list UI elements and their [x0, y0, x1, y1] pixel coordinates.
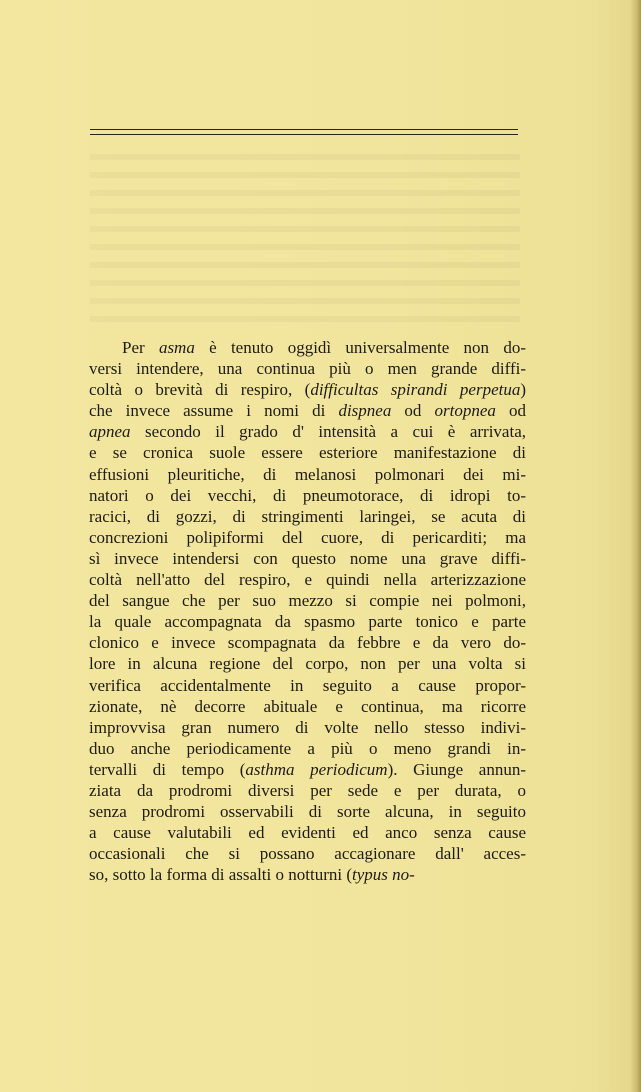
text-segment: racici, di gozzi, di stringimenti laringei, se acuta di: [89, 506, 526, 526]
italic-term: apnea: [89, 422, 131, 442]
text-segment: coltà o brevità di respiro, (: [89, 380, 311, 400]
text-segment: improvvisa gran numero di volte nello stesso indivi-: [89, 717, 526, 737]
text-segment: clonico e invece scompagnata da febbre e da vero do-: [89, 633, 526, 653]
text-line: [89, 548, 526, 569]
text-segment: ziata da prodromi diversi per sede e per durata, o: [89, 780, 526, 800]
text-segment: ): [520, 380, 527, 400]
text-line: [89, 801, 526, 822]
text-segment: ). Giunge annun-: [387, 759, 526, 779]
page-edge: [631, 0, 641, 1092]
text-segment: od: [495, 401, 527, 421]
text-segment: del sangue che per suo mezzo si compie nei polmoni,: [89, 591, 526, 611]
text-segment: occasionali che si possano accagionare dall' acces-: [89, 844, 526, 864]
text-segment: e se cronica suole essere esteriore manifestazione di: [89, 443, 526, 463]
text-segment: effusioni pleuritiche, di melanosi polmonari dei mi-: [89, 464, 526, 484]
text-segment: duo anche periodicamente a più o meno grandi in-: [89, 738, 526, 758]
text-line: [89, 696, 526, 717]
text-segment: so, sotto la forma di assalti o notturni (: [89, 865, 352, 885]
text-segment: senza prodromi osservabili di sorte alcuna, in seguito: [89, 802, 526, 822]
italic-term: ortopnea: [434, 401, 496, 421]
italic-term: asthma periodicum: [245, 759, 388, 779]
text-line: [89, 780, 526, 801]
italic-term: asma: [158, 338, 195, 357]
italic-term: dispnea: [338, 401, 392, 421]
text-line: [89, 527, 526, 548]
text-segment: è tenuto oggidì universalmente non do-: [194, 338, 526, 357]
italic-term: difficultas spirandi perpetua: [310, 380, 521, 400]
italic-term: typus no-: [352, 865, 415, 885]
text-segment: od: [391, 401, 435, 421]
text-segment: Per: [122, 338, 159, 357]
bleed-through-area: [90, 142, 520, 332]
text-segment: verifica accidentalmente in seguito a cause propor-: [89, 675, 526, 695]
body-text: [89, 337, 526, 885]
text-line: [89, 675, 526, 696]
text-segment: lore in alcuna regione del corpo, non per una volta si: [89, 654, 526, 674]
text-segment: secondo il grado d' intensità a cui è arrivata,: [130, 422, 526, 442]
text-line: [89, 759, 526, 780]
text-segment: natori o dei vecchi, di pneumotorace, di idropi to-: [89, 485, 526, 505]
text-segment: concrezioni polipiformi del cuore, di pericarditi; ma: [89, 527, 526, 547]
text-segment: tervalli di tempo (: [89, 759, 246, 779]
text-line: [89, 738, 526, 759]
text-line: [89, 358, 526, 379]
header-rule-bottom: [90, 134, 518, 135]
text-segment: la quale accompagnata da spasmo parte tonico e parte: [89, 612, 526, 632]
text-line: [89, 822, 526, 843]
text-line: [89, 569, 526, 590]
text-line: [89, 464, 526, 485]
text-segment: che invece assume i nomi di: [89, 401, 339, 421]
text-line: [89, 337, 526, 358]
text-line: [89, 653, 526, 674]
text-line: [89, 632, 526, 653]
text-segment: zionate, nè decorre abituale e continua, ma ricorre: [89, 696, 526, 716]
text-line: [89, 590, 526, 611]
text-line: [89, 442, 526, 463]
text-line: [89, 379, 526, 400]
header-rule-top: [90, 129, 518, 130]
text-segment: sì invece intendersi con questo nome una grave diffi-: [89, 548, 526, 568]
text-line: [89, 400, 526, 421]
text-line: [89, 485, 526, 506]
text-line: [89, 506, 526, 527]
text-line: [89, 717, 526, 738]
text-segment: a cause valutabili ed evidenti ed anco senza cause: [89, 823, 526, 843]
text-line: [89, 864, 526, 885]
text-segment: coltà nell'atto del respiro, e quindi nella arterizzazione: [89, 570, 526, 590]
text-line: [89, 421, 526, 442]
text-line: [89, 611, 526, 632]
text-segment: versi intendere, una continua più o men grande diffi-: [89, 359, 526, 379]
text-line: [89, 843, 526, 864]
